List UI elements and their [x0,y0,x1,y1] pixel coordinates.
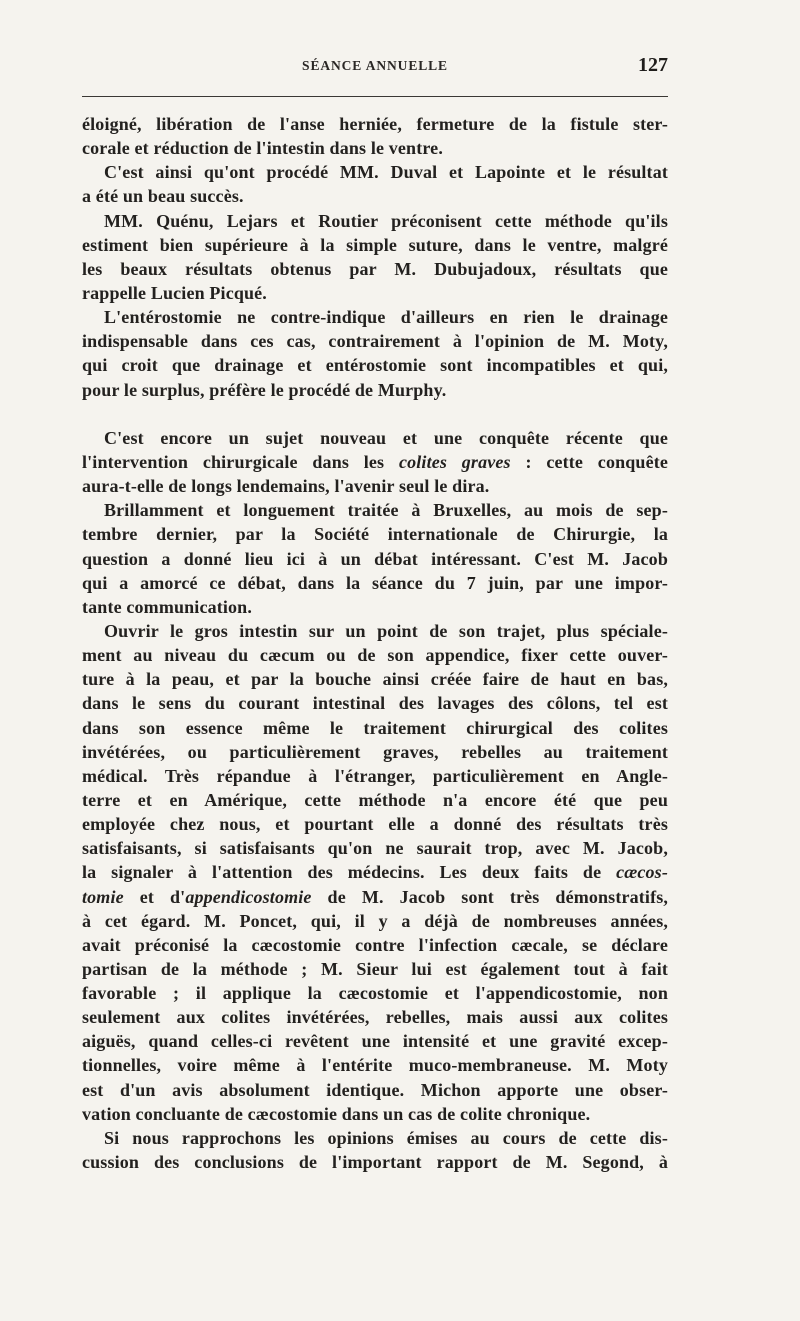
text-line: tante communication. [82,596,252,617]
italic-term: cæcos- [616,862,668,883]
text-line: ment au niveau du cæcum ou de son appendice, fixer cette ouver- [82,645,668,666]
text-line: terre et en Amérique, cette méthode n'a encore été que peu [82,789,668,810]
text-line: seulement aux colites invétérées, rebelles, mais aussi aux colites [82,1007,668,1028]
text-line: pour le surplus, préfère le procédé de Murphy. [82,379,447,400]
text-line: aura-t-elle de longs lendemains, l'avenir seul le dira. [82,476,490,497]
running-head [82,54,668,86]
text-line: C'est encore un sujet nouveau et une conquête récente que [104,427,668,448]
text-line: ture à la peau, et par la bouche ainsi créée faire de haut en bas, [82,669,668,690]
italic-term: colites graves [398,451,511,472]
text-line: vation concluante de cæcostomie dans un cas de colite chronique. [82,1103,591,1124]
text-line: satisfaisants, si satisfaisants qu'on ne saurait trop, avec M. Jacob, [82,838,668,859]
text-line: aiguës, quand celles-ci revêtent une intensité et une gravité excep- [82,1031,668,1052]
text-line: dans son essence même le traitement chirurgical des colites [82,717,668,738]
text-line: a été un beau succès. [82,186,244,207]
page-number: 127 [638,54,668,76]
text-line: employée chez nous, et pourtant elle a donné des résultats très [82,814,668,835]
body-text [82,112,668,1174]
text-line: avait préconisé la cæcostomie contre l'infection cæcale, se déclare [82,934,668,955]
text-line: dans le sens du courant intestinal des lavages des côlons, tel est [82,693,668,714]
text-line: question a donné lieu ici à un débat intéressant. C'est M. Jacob [82,548,668,569]
text-line: indispensable dans ces cas, contrairement à l'opinion de M. Moty, [82,331,668,352]
text-line: cussion des conclusions de l'important rapport de M. Segond, à [82,1152,668,1173]
text-line: favorable ; il applique la cæcostomie et l'appendicostomie, non [82,983,668,1004]
text-line: estiment bien supérieure à la simple suture, dans le ventre, malgré [82,234,668,255]
text-line: Brillamment et longuement traitée à Bruxelles, au mois de sep- [104,500,668,521]
italic-term: tomie [82,886,124,907]
text-line: à cet égard. M. Poncet, qui, il y a déjà de nombreuses années, [82,910,668,931]
text-line: la signaler à l'attention des médecins. Les deux faits de cæcos- [82,862,668,883]
text-line: est d'un avis absolument identique. Michon apporte une obser- [82,1079,668,1100]
section-gap [82,402,668,426]
text-line: rappelle Lucien Picqué. [82,282,267,303]
text-line: tembre dernier, par la Société internationale de Chirurgie, la [82,524,668,545]
text-line: partisan de la méthode ; M. Sieur lui est également tout à fait [82,958,668,979]
text-line: médical. Très répandue à l'étranger, particulièrement en Angle- [82,765,668,786]
text-line: les beaux résultats obtenus par M. Dubujadoux, résultats que [82,258,668,279]
text-line: Ouvrir le gros intestin sur un point de son trajet, plus spéciale- [104,620,668,641]
text-line: tomie et d'appendicostomie de M. Jacob sont très démonstratifs, [82,886,669,907]
text-line: qui a amorcé ce débat, dans la séance du 7 juin, par une impor- [82,572,668,593]
text-line: C'est ainsi qu'ont procédé MM. Duval et Lapointe et le résultat [104,162,668,183]
text-line: l'intervention chirurgicale dans les colites graves : cette conquête [82,451,668,472]
running-title: SÉANCE ANNUELLE [302,58,448,73]
text-line: MM. Quénu, Lejars et Routier préconisent cette méthode qu'ils [104,210,668,231]
text-line: éloigné, libération de l'anse herniée, fermeture de la fistule ster- [82,114,668,134]
text-line: tionnelles, voire même à l'entérite muco-membraneuse. M. Moty [82,1055,668,1076]
header-rule [82,96,668,97]
text-line: L'entérostomie ne contre-indique d'ailleurs en rien le drainage [104,307,668,328]
text-line: qui croit que drainage et entérostomie sont incompatibles et qui, [82,355,668,376]
text-line: Si nous rapprochons les opinions émises au cours de cette dis- [104,1127,668,1148]
italic-term: appendicostomie [185,886,312,907]
text-line: invétérées, ou particulièrement graves, rebelles au traitement [82,741,668,762]
text-line: corale et réduction de l'intestin dans le ventre. [82,138,443,159]
